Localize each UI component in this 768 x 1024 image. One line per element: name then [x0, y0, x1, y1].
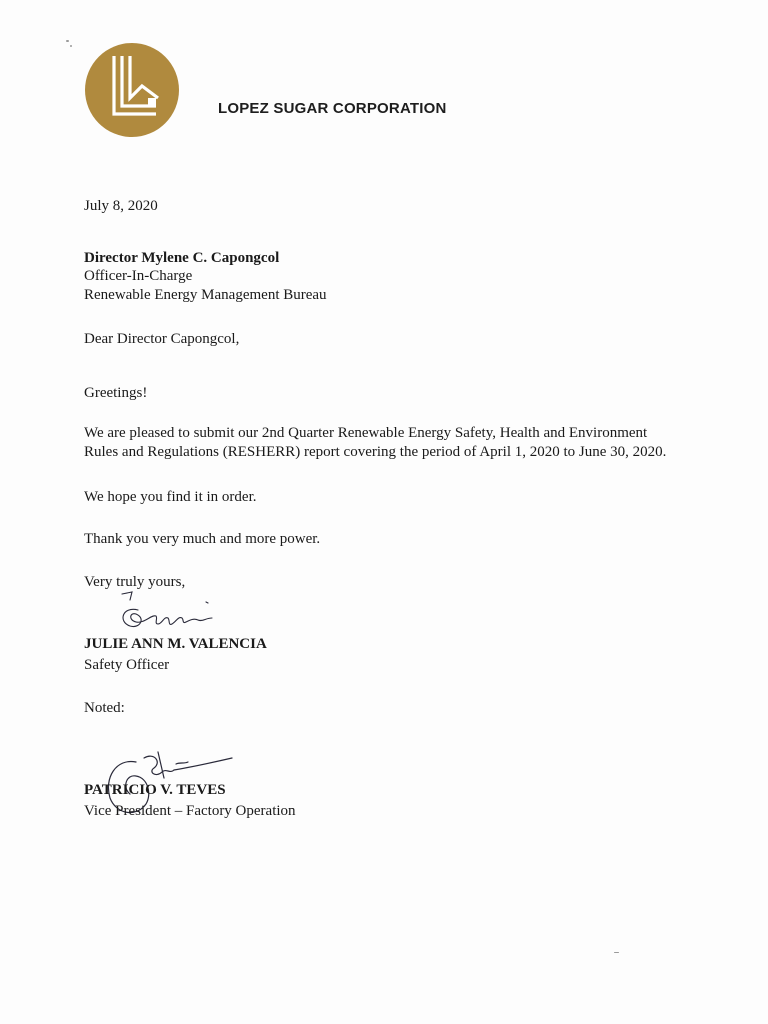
scan-speck — [66, 40, 69, 42]
signatory2-name: PATRICIO V. TEVES — [84, 782, 226, 798]
body-line-3: We hope you find it in order. — [84, 489, 257, 505]
company-name: LOPEZ SUGAR CORPORATION — [218, 100, 447, 117]
body-line-2: Rules and Regulations (RESHERR) report covering the period of April 1, 2020 to June 30, 2020. — [84, 444, 667, 460]
signatory1-name: JULIE ANN M. VALENCIA — [84, 636, 267, 652]
signatory1-title: Safety Officer — [84, 657, 170, 673]
recipient-office: Renewable Energy Management Bureau — [84, 287, 327, 303]
scan-speck — [614, 952, 619, 953]
body-line-4: Thank you very much and more power. — [84, 531, 321, 547]
scan-speck — [70, 45, 72, 47]
salutation: Dear Director Capongcol, — [84, 331, 240, 347]
closing: Very truly yours, — [84, 574, 186, 590]
company-logo — [84, 42, 180, 138]
signatory2-title: Vice President – Factory Operation — [84, 803, 296, 819]
body-line-1: We are pleased to submit our 2nd Quarter Renewable Energy Safety, Health and Environment — [84, 425, 648, 441]
letterhead — [84, 42, 484, 142]
recipient-title: Officer-In-Charge — [84, 268, 193, 284]
recipient-name: Director Mylene C. Capongcol — [84, 250, 280, 266]
noted-label: Noted: — [84, 700, 125, 716]
greeting: Greetings! — [84, 385, 148, 401]
letter-date: July 8, 2020 — [84, 198, 158, 214]
